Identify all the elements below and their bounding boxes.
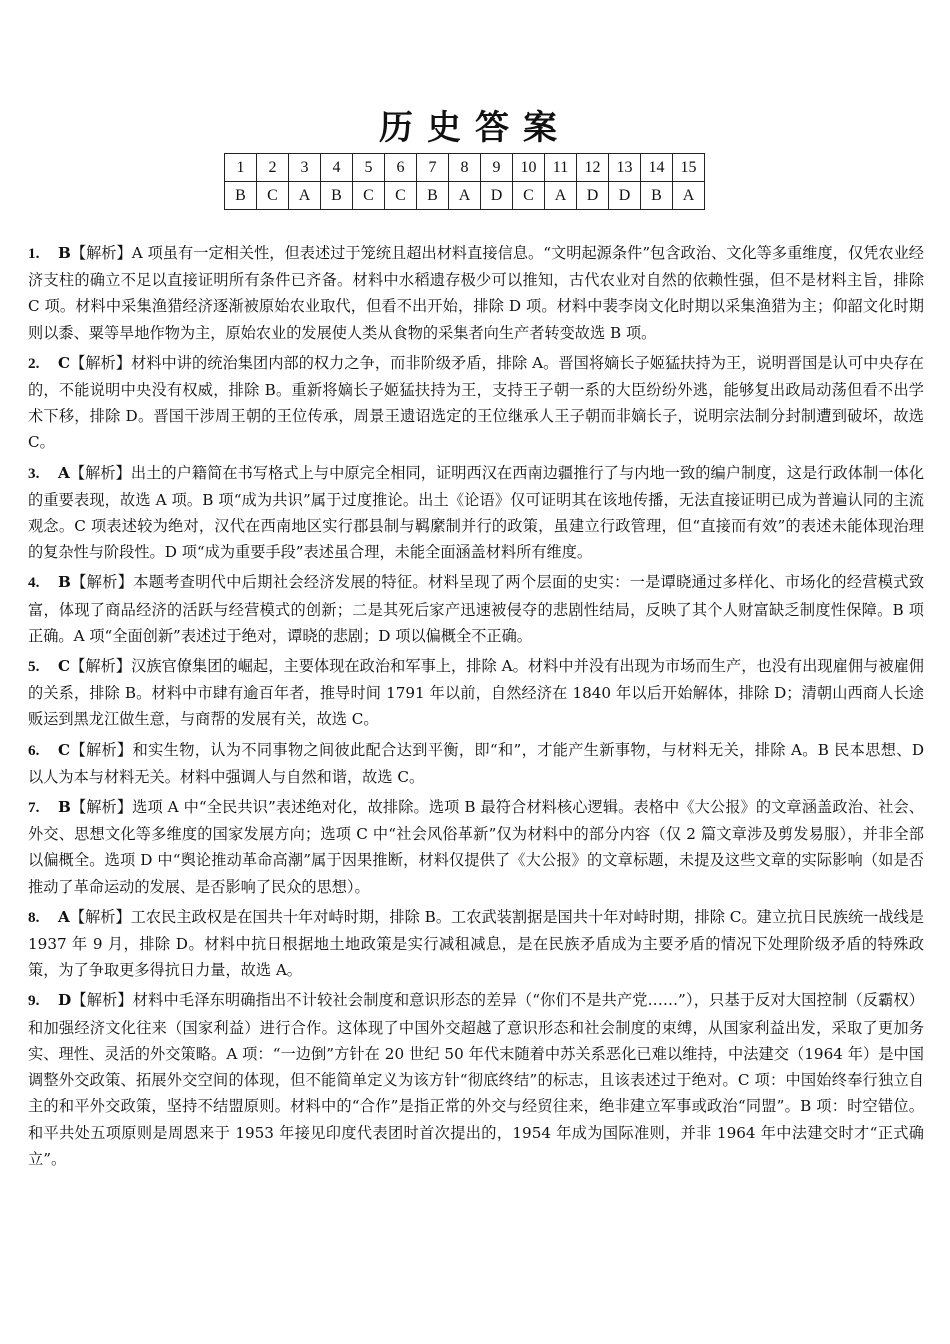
item-text: 【解析】本题考查明代中后期社会经济发展的特征。材料呈现了两个层面的史实：一是谭晓通过多样化、市场化的经营模式致富，体现了商品经济的活跃与经营模式的创新；二是其死后家产迅速被侵夺的悲剧性结局，反映了其个人财富缺乏制度性保障。B 项正确。A 项“全面创新”表述过于绝对，谭晓的悲剧；D 项以偏概全不正确。 <box>28 573 924 645</box>
question-number-cell: 2 <box>257 154 289 182</box>
item-answer: C <box>58 353 71 372</box>
item-text: 【解析】和实生物，认为不同事物之间彼此配合达到平衡，即“和”，才能产生新事物，与材料无关，排除 A。B 民本思想、D 以人为本与材料无关。材料中强调人与自然和谐，故选 C。 <box>28 740 924 786</box>
explanation-item <box>28 987 924 1171</box>
answer-cell: B <box>417 182 449 210</box>
answer-cell: C <box>385 182 417 210</box>
answer-cell: B <box>641 182 673 210</box>
page-title: 历史答案 <box>379 108 571 148</box>
answer-cell: A <box>449 182 481 210</box>
explanation-item <box>28 737 924 790</box>
answer-table <box>224 153 705 210</box>
answer-cell: C <box>513 182 545 210</box>
answer-cell: D <box>577 182 609 210</box>
item-number: 6. <box>28 741 40 759</box>
question-number-cell: 4 <box>321 154 353 182</box>
item-answer: B <box>58 244 71 262</box>
question-number-cell: 3 <box>289 154 321 182</box>
item-number: 1. <box>28 245 40 262</box>
question-number-cell: 10 <box>513 154 545 182</box>
item-answer: B <box>58 798 71 817</box>
answer-cell: B <box>321 182 353 210</box>
explanation-item <box>28 904 924 984</box>
item-number: 8. <box>28 908 40 926</box>
question-number-cell: 6 <box>385 154 417 182</box>
answer-cell: A <box>673 182 705 210</box>
item-text: 【解析】A 项虽有一定相关性，但表述过于笼统且超出材料直接信息。“文明起源条件”包含政治、文化等多重维度，仅凭农业经济支柱的确立不足以直接证明所有条件已齐备。材料中水稻遗存极少可以推知，古代农业对自然的依赖性强，但不是材料主旨，排除 C 项。材料中采集渔猎经济逐渐被原始农业取代，但看不出开始，排除 D 项。材料中裴李岗文化时期以采集渔猎为主；仰韶文化时期则以黍、粟等旱地作物为主，原始农业的发展使人类从食物的采集者向生产者转变故选 B 项。 <box>28 244 924 342</box>
question-number-cell: 8 <box>449 154 481 182</box>
question-number-cell: 1 <box>225 154 257 182</box>
item-number: 3. <box>28 464 40 482</box>
item-answer: D <box>58 991 72 1010</box>
answer-cell: C <box>257 182 289 210</box>
item-answer: C <box>58 657 71 676</box>
question-number-cell: 9 <box>481 154 513 182</box>
answer-cell: B <box>225 182 257 210</box>
answer-cell: A <box>289 182 321 210</box>
explanation-item <box>28 653 924 733</box>
question-number-cell: 11 <box>545 154 577 182</box>
explanation-item <box>28 350 924 456</box>
answer-table-number-row <box>225 154 705 182</box>
answer-cell: D <box>481 182 513 210</box>
question-number-cell: 14 <box>641 154 673 182</box>
item-number: 4. <box>28 574 40 592</box>
item-answer: C <box>58 740 71 759</box>
explanation-item <box>28 569 924 649</box>
answer-table-answer-row <box>225 182 705 210</box>
item-number: 9. <box>28 992 40 1010</box>
explanation-item <box>28 240 924 346</box>
explanations <box>28 240 924 1176</box>
item-number: 5. <box>28 658 40 676</box>
item-text: 【解析】材料中毛泽东明确指出不计较社会制度和意识形态的差异（“你们不是共产党……”），只基于反对大国控制（反霸权）和加强经济文化往来（国家利益）进行合作。这体现了中国外交超越了意识形态和社会制度的束缚，从国家利益出发，采取了更加务实、理性、灵活的外交策略。A 项：“一边倒”方针在 20 世纪 50 年代末随着中苏关系恶化已难以维持，中法建交（1964 年）是中国调整外交政策、拓展外交空间的体现，但不能简单定义为该方针“彻底终结”的标志，且该表述过于绝对。C 项：中国始终奉行独立自主的和平外交政策，坚持不结盟原则。材料中的“合作”是指正常的外交与经贸往来，绝非建立军事或政治“同盟”。B 项：时空错位。和平共处五项原则是周恩来于 1953 年接见印度代表团时首次提出的，1954 年成为国际准则，并非 1964 年中法建交时才“正式确立”。 <box>28 991 924 1168</box>
answer-cell: D <box>609 182 641 210</box>
item-text: 【解析】材料中讲的统治集团内部的权力之争，而非阶级矛盾，排除 A。晋国将嫡长子姬猛扶持为王，说明晋国是认可中央存在的，不能说明中央没有权威，排除 B。重新将嫡长子姬猛扶持为王，支持王子朝一系的大臣纷纷外逃，能够复出政局动荡但看不出学术下移，排除 D。晋国干涉周王朝的王位传承，周景王遗诏选定的王位继承人王子朝而非嫡长子，说明宗法制分封制遭到破坏，故选 C。 <box>28 353 924 452</box>
item-text: 【解析】选项 A 中“全民共识”表述绝对化，故排除。选项 B 最符合材料核心逻辑。表格中《大公报》的文章涵盖政治、社会、外交、思想文化等多维度的国家发展方向；选项 C 中“社会风俗革新”仅为材料中的部分内容（仅 2 篇文章涉及剪发易服），并非全部以偏概全。选项 D 中“舆论推动革命高潮”属于因果推断，材料仅提供了《大公报》的文章标题，未提及这些文章的实际影响（如是否推动了革命运动的发展、是否影响了民众的思想）。 <box>28 798 924 896</box>
explanation-item <box>28 794 924 900</box>
item-number: 7. <box>28 799 40 817</box>
item-answer: A <box>58 907 70 926</box>
item-number: 2. <box>28 354 40 372</box>
item-answer: A <box>58 463 70 482</box>
item-text: 【解析】汉族官僚集团的崛起，主要体现在政治和军事上，排除 A。材料中并没有出现为市场而生产，也没有出现雇佣与被雇佣的关系，排除 B。材料中市肆有逾百年者，推导时间 1791 年以前，自然经济在 1840 年以后开始解体，排除 D；清朝山西商人长途贩运到黑龙江做生意，与商帮的发展有关，故选 C。 <box>28 657 924 729</box>
item-answer: B <box>58 573 71 592</box>
answer-cell: C <box>353 182 385 210</box>
explanation-item <box>28 460 924 566</box>
answer-cell: A <box>545 182 577 210</box>
question-number-cell: 7 <box>417 154 449 182</box>
question-number-cell: 12 <box>577 154 609 182</box>
item-text: 【解析】工农民主政权是在国共十年对峙时期，排除 B。工农武装割据是国共十年对峙时期，排除 C。建立抗日民族统一战线是 1937 年 9 月，排除 D。材料中抗日根据地土地政策是实行减租减息，是在民族矛盾成为主要矛盾的情况下处理阶级矛盾的特殊政策，为了争取更多得抗日力量，故选 A。 <box>28 907 924 980</box>
question-number-cell: 5 <box>353 154 385 182</box>
question-number-cell: 15 <box>673 154 705 182</box>
question-number-cell: 13 <box>609 154 641 182</box>
item-text: 【解析】出土的户籍简在书写格式上与中原完全相同，证明西汉在西南边疆推行了与内地一致的编户制度，这是行政体制一体化的重要表现，故选 A 项。B 项“成为共识”属于过度推论。出土《论语》仅可证明其在该地传播，无法直接证明已成为普遍认同的主流观念。C 项表述较为绝对，汉代在西南地区实行郡县制与羁縻制并行的政策，虽建立行政管理，但“直接而有效”的表述未能体现治理的复杂性与阶段性。D 项“成为重要手段”表述虽合理，未能全面涵盖材料所有维度。 <box>28 463 924 562</box>
